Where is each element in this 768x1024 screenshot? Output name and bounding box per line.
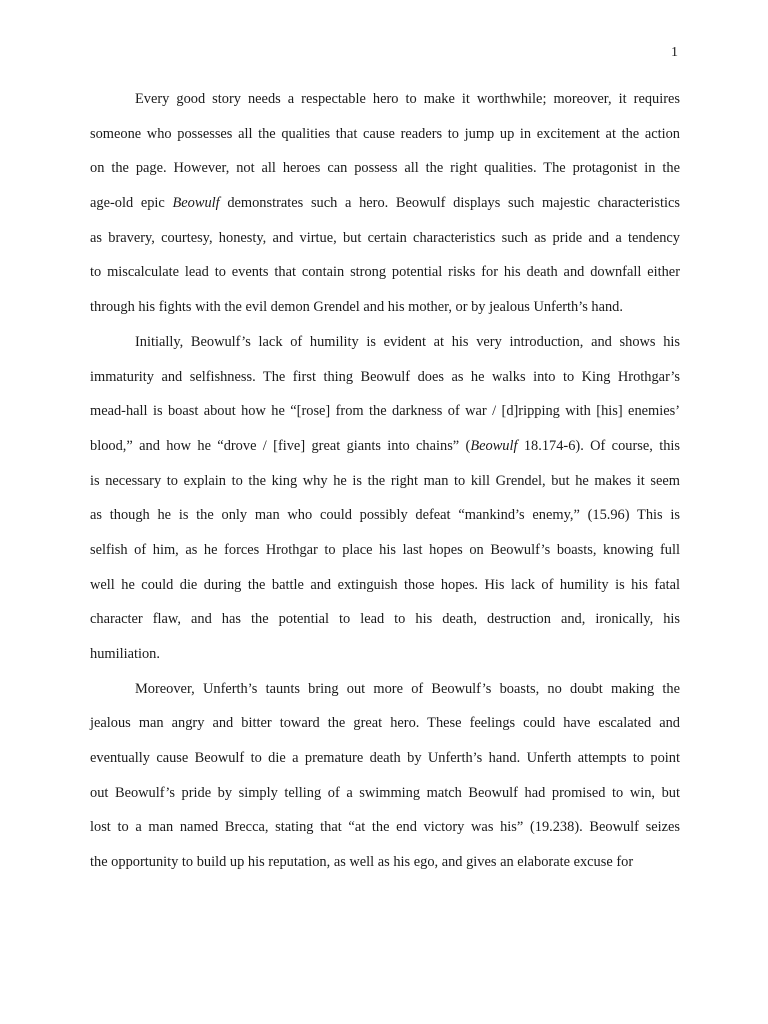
text-line: is necessary to explain to the king why he is the right man to kill Grendel, but he makes it seem — [90, 472, 680, 489]
text-line: lost to a man named Brecca, stating that “at the end victory was his” (19.238). Beowulf seizes — [90, 819, 680, 836]
text-line: immaturity and selfishness. The first thing Beowulf does as he walks into to King Hrothgar’s — [90, 368, 680, 385]
text-line: as bravery, courtesy, honesty, and virtue, but certain characteristics such as pride and a tendency — [90, 229, 680, 246]
text-line: well he could die during the battle and extinguish those hopes. His lack of humility is his fatal — [90, 576, 680, 593]
text-segment: blood,” and how he “drove / [five] great giants into chains” ( — [90, 437, 471, 454]
essay-body — [90, 82, 680, 880]
text-line: eventually cause Beowulf to die a premature death by Unferth’s hand. Unferth attempts to point — [90, 750, 680, 767]
page-number: 1 — [671, 45, 678, 60]
text-line: someone who possesses all the qualities that cause readers to jump up in excitement at the action — [90, 125, 680, 142]
text-line: the opportunity to build up his reputation, as well as his ego, and gives an elaborate excuse for — [90, 854, 634, 871]
italic-title: Beowulf — [470, 437, 518, 454]
italic-title: Beowulf — [172, 195, 220, 212]
text-line: humiliation. — [90, 646, 160, 662]
text-line: Initially, Beowulf’s lack of humility is evident at his very introduction, and shows his — [135, 333, 680, 350]
paragraph — [90, 672, 680, 880]
text-segment: demonstrates such a hero. Beowulf displays such majestic characteristics — [219, 195, 680, 212]
text-line: Every good story needs a respectable hero to make it worthwhile; moreover, it requires — [135, 91, 680, 107]
text-line: to miscalculate lead to events that contain strong potential risks for his death and downfall either — [90, 264, 680, 281]
text-line: Moreover, Unferth’s taunts bring out more of Beowulf’s boasts, no doubt making the — [135, 680, 680, 697]
text-line: on the page. However, not all heroes can possess all the right qualities. The protagonist in the — [90, 160, 680, 177]
text-line: selfish of him, as he forces Hrothgar to place his last hopes on Beowulf’s boasts, knowing full — [90, 541, 680, 558]
paragraph — [90, 325, 680, 672]
text-line — [90, 186, 680, 221]
text-segment: age-old epic — [90, 195, 173, 212]
text-line: out Beowulf’s pride by simply telling of a swimming match Beowulf had promised to win, but — [90, 784, 680, 801]
text-line: jealous man angry and bitter toward the great hero. These feelings could have escalated and — [90, 715, 680, 732]
text-line — [90, 429, 680, 464]
text-line: through his fights with the evil demon Grendel and his mother, or by jealous Unferth’s hand. — [90, 299, 623, 316]
text-line: mead-hall is boast about how he “[rose] from the darkness of war / [d]ripping with [his] enemies’ — [90, 403, 680, 420]
text-segment: 18.174-6). Of course, this — [517, 437, 680, 454]
text-line: character flaw, and has the potential to lead to his death, destruction and, ironically, his — [90, 611, 680, 628]
paragraph — [90, 82, 680, 325]
text-line: as though he is the only man who could possibly defeat “mankind’s enemy,” (15.96) This is — [90, 507, 680, 524]
